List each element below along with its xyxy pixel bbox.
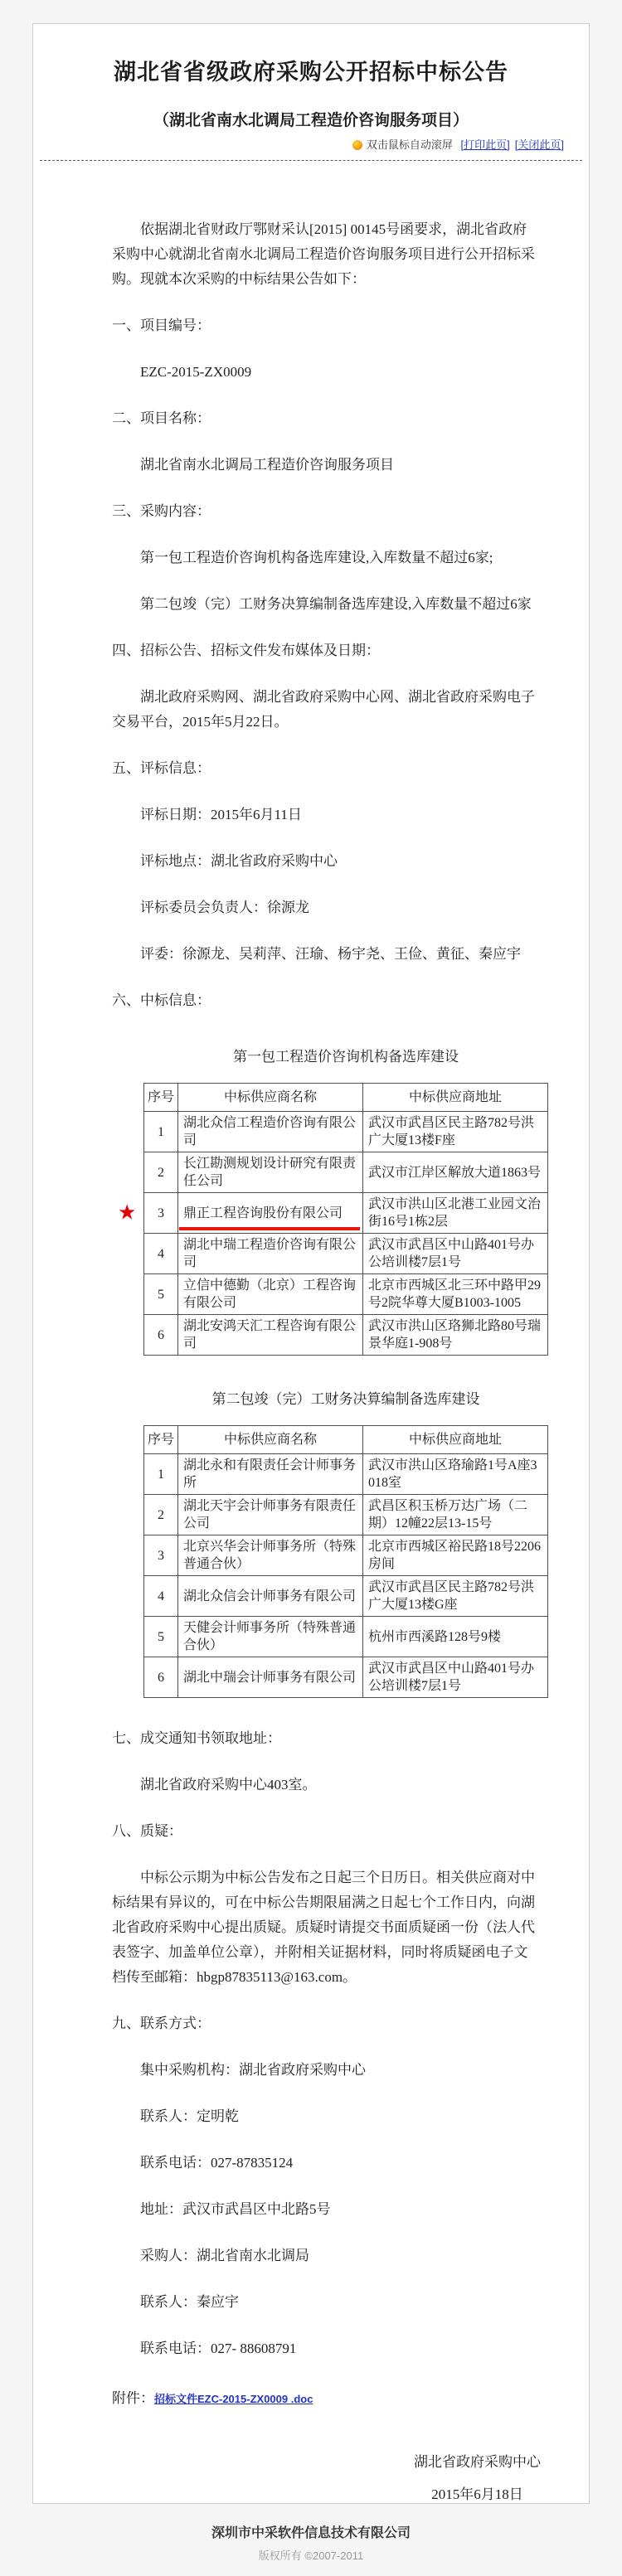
table-row (144, 1535, 548, 1576)
red-underline-mark (179, 1227, 360, 1230)
supplier-address: 武汉市洪山区珞瑜路1号A座3018室 (363, 1454, 548, 1495)
signature-org: 湖北省政府采购中心 (414, 2454, 541, 2470)
table-row (144, 1193, 548, 1234)
section-heading: 六、中标信息： (112, 992, 211, 1008)
row-seq: 1 (144, 1112, 178, 1152)
announcement-document (32, 23, 590, 2504)
signature-block (33, 2450, 541, 2503)
row-seq: 2 (144, 1495, 178, 1535)
paragraph: 湖北省南水北调局工程造价咨询服务项目 (140, 457, 394, 473)
supplier-name: 湖北天宇会计师事务有限责任公司 (178, 1495, 363, 1535)
row-seq: 5 (144, 1617, 178, 1657)
section-heading: 一、项目编号： (112, 318, 211, 333)
supplier-address: 武汉市武昌区中山路401号办公培训楼7层1号 (363, 1234, 548, 1274)
row-seq: 6 (144, 1657, 178, 1698)
attachment-link[interactable]: 招标文件EZC-2015-ZX0009 .doc (154, 2393, 313, 2405)
supplier-name: 立信中德勤（北京）工程咨询有限公司 (178, 1274, 363, 1315)
paragraph: 联系人：秦应宇 (140, 2294, 239, 2310)
table-header-row (144, 1084, 548, 1112)
page-footer (0, 2504, 622, 2576)
supplier-name: 湖北中瑞工程造价咨询有限公司 (178, 1234, 363, 1274)
paragraph: 评委：徐源龙、吴莉萍、汪瑜、杨宇尧、王俭、黄征、秦应宇 (140, 946, 521, 962)
paragraph: 第二包竣（完）工财务决算编制备选库建设,入库数量不超过6家 (140, 596, 532, 612)
supplier-address: 武汉市武昌区民主路782号洪广大厦13楼G座 (363, 1576, 548, 1617)
paragraph: 联系人：定明乾 (140, 2108, 239, 2124)
table-row (144, 1657, 548, 1698)
table-row (144, 1617, 548, 1657)
table-row (144, 1274, 548, 1315)
row-seq: 4 (144, 1234, 178, 1274)
table-caption: 第二包竣（完）工财务决算编制备选库建设 (211, 1391, 480, 1407)
attachment-label: 附件： (112, 2390, 154, 2406)
supplier-name: 湖北中瑞会计师事务有限公司 (178, 1657, 363, 1698)
row-seq: 3 ★ (144, 1193, 178, 1234)
page (0, 23, 622, 2576)
winners-table (143, 1425, 548, 1698)
section-heading: 五、评标信息： (112, 760, 211, 776)
paragraph: 联系电话：027-87835124 (140, 2155, 294, 2171)
signature-date: 2015年6月18日 (431, 2486, 523, 2502)
section-heading: 四、招标公告、招标文件发布媒体及日期： (112, 643, 380, 658)
table-row (144, 1234, 548, 1274)
section-heading: 二、项目名称： (112, 410, 211, 426)
column-header: 中标供应商名称 (178, 1084, 363, 1112)
paragraph: 评标委员会负责人：徐源龙 (140, 900, 309, 915)
section-heading: 三、采购内容： (112, 503, 211, 519)
paragraph: 集中采购机构：湖北省政府采购中心 (140, 2062, 366, 2078)
table-row (144, 1112, 548, 1152)
paragraph: 评标日期：2015年6月11日 (140, 807, 302, 822)
row-seq: 3 (144, 1535, 178, 1576)
document-body (33, 161, 589, 2412)
supplier-address: 武汉市洪山区北港工业园文治街16号1栋2层 (363, 1193, 548, 1234)
row-seq: 4 (144, 1576, 178, 1617)
row-seq: 5 (144, 1274, 178, 1315)
supplier-address: 杭州市西溪路128号9楼 (363, 1617, 548, 1657)
row-seq: 1 (144, 1454, 178, 1495)
footer-company: 深圳市中采软件信息技术有限公司 (211, 2526, 411, 2540)
page-subtitle: （湖北省南水北调局工程造价咨询服务项目） (153, 112, 469, 129)
supplier-name: 湖北众信会计师事务有限公司 (178, 1576, 363, 1617)
supplier-name: 天健会计师事务所（特殊普通合伙） (178, 1617, 363, 1657)
autoscroll-label[interactable]: 双击鼠标自动滚屏 (366, 138, 453, 151)
supplier-name: 湖北永和有限责任会计师事务所 (178, 1454, 363, 1495)
paragraph: 湖北省政府采购中心403室。 (140, 1777, 317, 1793)
paragraph: EZC-2015-ZX0009 (140, 364, 252, 380)
supplier-address: 北京市西城区裕民路18号2206房间 (363, 1535, 548, 1576)
supplier-address: 武汉市武昌区民主路782号洪广大厦13楼F座 (363, 1112, 548, 1152)
red-star-icon: ★ (118, 1201, 137, 1225)
table-row (144, 1495, 548, 1535)
supplier-name: 长江勘测规划设计研究有限责任公司 (178, 1152, 363, 1193)
paragraph: 依据湖北省财政厅鄂财采认[2015] 00145号函要求，湖北省政府采购中心就湖北省南水北调局工程造价咨询服务项目进行公开招标采购。现就本次采购的中标结果公告如下： (112, 221, 535, 287)
table-row (144, 1315, 548, 1356)
paragraph: 第一包工程造价咨询机构备选库建设,入库数量不超过6家; (140, 550, 493, 565)
paragraph: 评标地点：湖北省政府采购中心 (140, 853, 338, 869)
print-page-link[interactable]: [打印此页] (460, 138, 510, 151)
footer-copyright: 版权所有 ©2007-2011 (258, 2549, 364, 2562)
section-heading: 九、联系方式： (112, 2016, 211, 2031)
supplier-address: 武汉市武昌区中山路401号办公培训楼7层1号 (363, 1657, 548, 1698)
column-header: 中标供应商地址 (363, 1084, 548, 1112)
row-seq: 6 (144, 1315, 178, 1356)
table-header-row (144, 1426, 548, 1454)
autoscroll-orb-icon (352, 140, 362, 150)
winners-table (118, 1083, 548, 1356)
supplier-address: 北京市西城区北三环中路甲29号2院华尊大厦B1003-1005 (363, 1274, 548, 1315)
supplier-address: 武汉市江岸区解放大道1863号 (363, 1152, 548, 1193)
paragraph: 中标公示期为中标公告发布之日起三个日历日。相关供应商对中标结果有异议的，可在中标公告期限届满之日起七个工作日内，向湖北省政府采购中心提出质疑。质疑时请提交书面质疑函一份（法人代表签字、加盖单位公章），并附相关证据材料，同时将质疑函电子文档传至邮箱：hbgp87835113@163.com。 (112, 1870, 535, 1985)
table-row (144, 1576, 548, 1617)
column-header: 序号 (144, 1426, 178, 1454)
attachment-row (112, 2386, 537, 2412)
column-header: 序号 (144, 1084, 178, 1112)
paragraph: 联系电话：027- 88608791 (140, 2341, 297, 2356)
close-page-link[interactable]: [关闭此页] (514, 138, 564, 151)
paragraph: 湖北政府采购网、湖北省政府采购中心网、湖北省政府采购电子交易平台，2015年5月22日。 (112, 689, 535, 730)
row-seq: 2 (144, 1152, 178, 1193)
column-header: 中标供应商名称 (178, 1426, 363, 1454)
column-header: 中标供应商地址 (363, 1426, 548, 1454)
supplier-name: 北京兴华会计师事务所（特殊普通合伙） (178, 1535, 363, 1576)
toolbar (33, 138, 589, 152)
supplier-name: 湖北众信工程造价咨询有限公司 (178, 1112, 363, 1152)
table-row (144, 1152, 548, 1193)
supplier-name: 湖北安鸿天汇工程咨询有限公司 (178, 1315, 363, 1356)
page-title: 湖北省省级政府采购公开招标中标公告 (114, 60, 508, 85)
section-heading: 八、质疑： (112, 1823, 182, 1839)
supplier-address: 武汉市洪山区珞狮北路80号瑞景华庭1-908号 (363, 1315, 548, 1356)
supplier-address: 武昌区积玉桥万达广场（二期）12幢22层13-15号 (363, 1495, 548, 1535)
section-heading: 七、成交通知书领取地址： (112, 1730, 281, 1746)
paragraph: 地址：武汉市武昌区中北路5号 (140, 2201, 331, 2217)
paragraph: 采购人：湖北省南水北调局 (140, 2248, 309, 2263)
table-caption: 第一包工程造价咨询机构备选库建设 (233, 1049, 459, 1065)
table-row (144, 1454, 548, 1495)
winner-name-highlighted: 鼎正工程咨询股份有限公司 (178, 1193, 363, 1234)
